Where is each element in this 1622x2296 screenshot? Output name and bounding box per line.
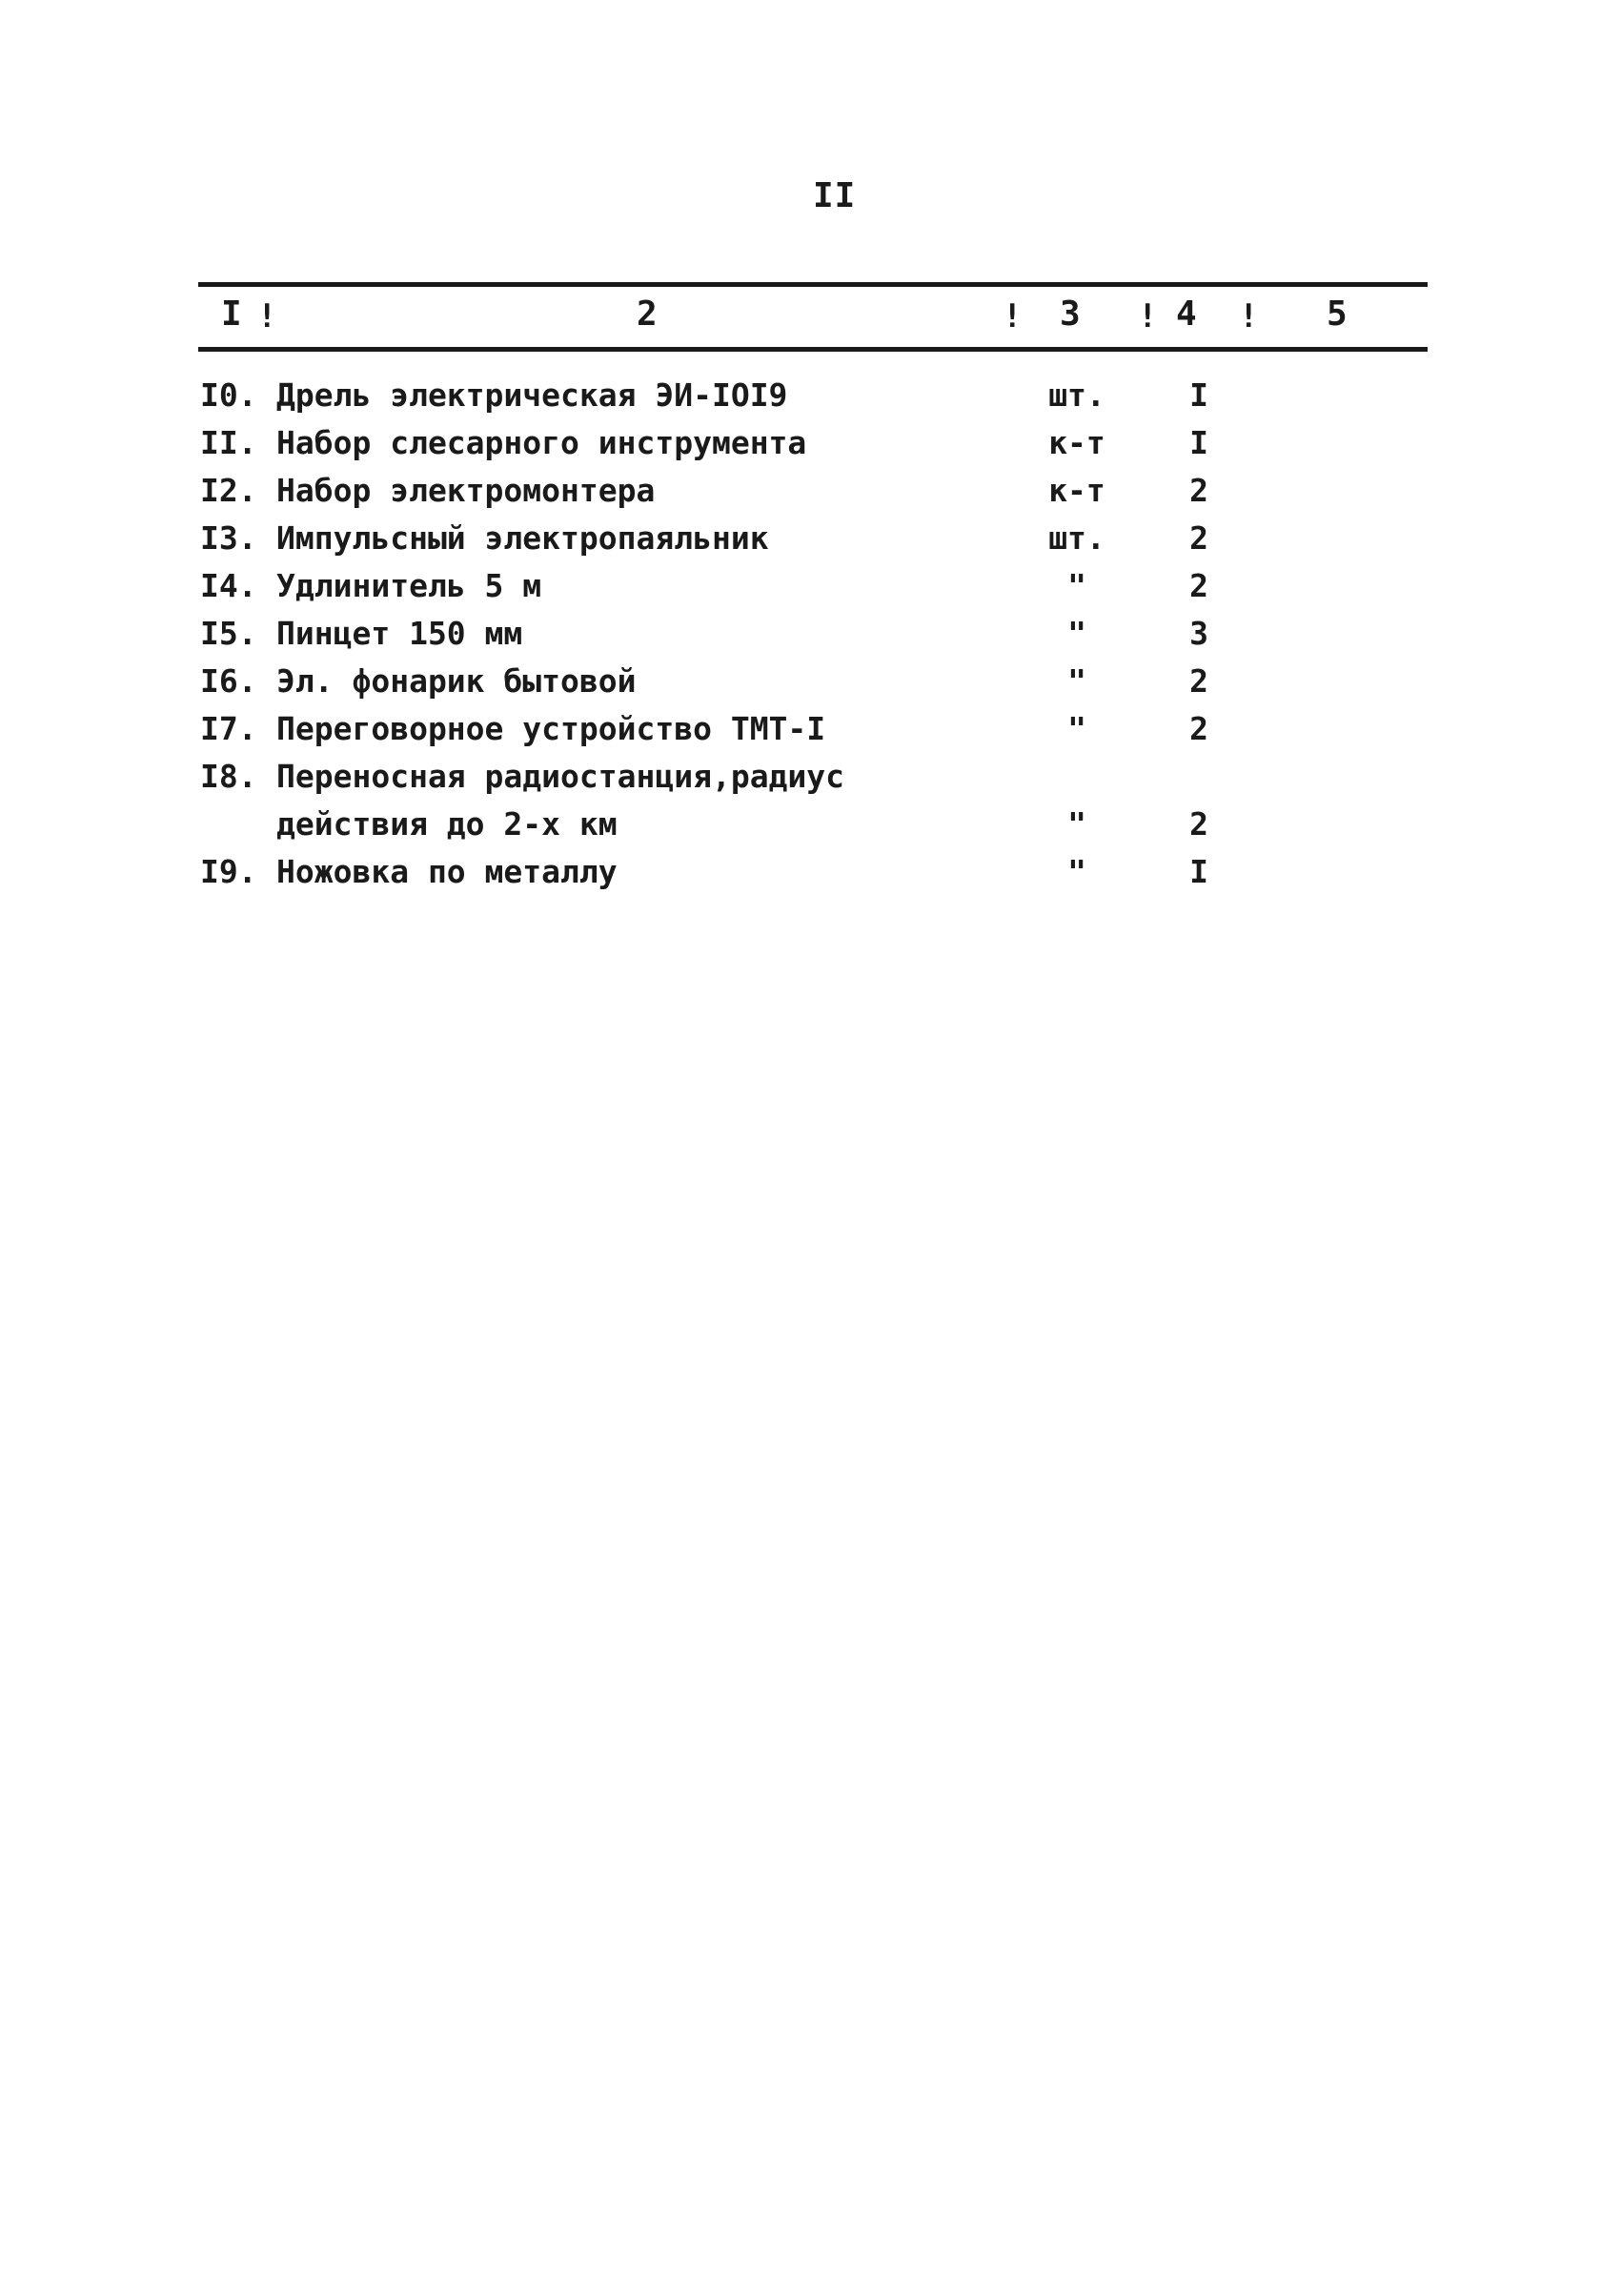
row-unit: " bbox=[1067, 710, 1086, 747]
table-row bbox=[200, 705, 1420, 753]
row-number: I6. bbox=[200, 662, 257, 700]
row-quantity: 2 bbox=[1189, 710, 1208, 747]
row-unit: " bbox=[1067, 805, 1086, 843]
row-number: I8. bbox=[200, 758, 257, 795]
header-separator: ! bbox=[257, 297, 277, 335]
row-unit: к-т bbox=[1048, 472, 1105, 509]
table-top-rule bbox=[198, 282, 1428, 287]
header-col-3: 3 bbox=[1060, 295, 1081, 334]
row-quantity: 3 bbox=[1189, 615, 1208, 652]
row-unit: к-т bbox=[1048, 424, 1105, 461]
row-name bbox=[276, 419, 806, 467]
row-number: I4. bbox=[200, 567, 257, 604]
row-name bbox=[276, 705, 825, 753]
row-name-line: Переносная радиостанция,радиус bbox=[276, 758, 845, 795]
row-name bbox=[276, 467, 655, 515]
row-name bbox=[276, 562, 541, 610]
row-quantity: 2 bbox=[1189, 567, 1208, 604]
row-number: I0. bbox=[200, 376, 257, 414]
header-col-1: I bbox=[221, 295, 242, 334]
row-name bbox=[276, 753, 844, 848]
header-col-2: 2 bbox=[637, 295, 658, 334]
row-unit: " bbox=[1067, 567, 1086, 604]
row-name-line: Переговорное устройство ТМТ-I bbox=[276, 710, 826, 747]
table-row bbox=[200, 610, 1420, 658]
row-unit: " bbox=[1067, 615, 1086, 652]
row-quantity: I bbox=[1189, 853, 1208, 890]
row-quantity: I bbox=[1189, 376, 1208, 414]
row-name-line: Удлинитель 5 м bbox=[276, 567, 542, 604]
row-name-line: Набор слесарного инструмента bbox=[276, 424, 807, 461]
row-name bbox=[276, 515, 769, 562]
row-name-line: Ножовка по металлу bbox=[276, 853, 618, 890]
row-number: I5. bbox=[200, 615, 257, 652]
table-row bbox=[200, 419, 1420, 467]
row-name-line: Дрель электрическая ЭИ-IOI9 bbox=[276, 376, 788, 414]
row-number: I7. bbox=[200, 710, 257, 747]
row-name-line: Пинцет 150 мм bbox=[276, 615, 523, 652]
row-name bbox=[276, 610, 522, 658]
row-number: I3. bbox=[200, 519, 257, 557]
row-name bbox=[276, 848, 618, 896]
row-name-line: действия до 2-х км bbox=[276, 805, 618, 843]
row-name-line: Эл. фонарик бытовой bbox=[276, 662, 637, 700]
header-separator: ! bbox=[1239, 297, 1259, 335]
header-separator: ! bbox=[1003, 297, 1023, 335]
row-name-line: Набор электромонтера bbox=[276, 472, 656, 509]
row-unit: " bbox=[1067, 853, 1086, 890]
table-row bbox=[200, 658, 1420, 705]
table-row bbox=[200, 562, 1420, 610]
row-quantity: 2 bbox=[1189, 519, 1208, 557]
table-header-rule bbox=[198, 347, 1428, 352]
table-row bbox=[200, 848, 1420, 896]
header-col-5: 5 bbox=[1327, 295, 1348, 334]
row-quantity: 2 bbox=[1189, 472, 1208, 509]
header-col-4: 4 bbox=[1176, 295, 1197, 334]
row-name bbox=[276, 658, 637, 705]
row-name bbox=[276, 372, 787, 419]
row-unit: шт. bbox=[1048, 376, 1105, 414]
page-number: II bbox=[813, 176, 857, 215]
row-quantity: 2 bbox=[1189, 662, 1208, 700]
table-row bbox=[200, 515, 1420, 562]
table-row bbox=[200, 467, 1420, 515]
row-unit: " bbox=[1067, 662, 1086, 700]
table-row bbox=[200, 753, 1420, 848]
row-quantity: 2 bbox=[1189, 805, 1208, 843]
row-unit: шт. bbox=[1048, 519, 1105, 557]
row-name-line: Импульсный электропаяльник bbox=[276, 519, 769, 557]
row-number: I9. bbox=[200, 853, 257, 890]
header-separator: ! bbox=[1138, 297, 1158, 335]
table-row bbox=[200, 372, 1420, 419]
row-number: I2. bbox=[200, 472, 257, 509]
table-body bbox=[200, 372, 1420, 896]
row-number: II. bbox=[200, 424, 257, 461]
row-quantity: I bbox=[1189, 424, 1208, 461]
